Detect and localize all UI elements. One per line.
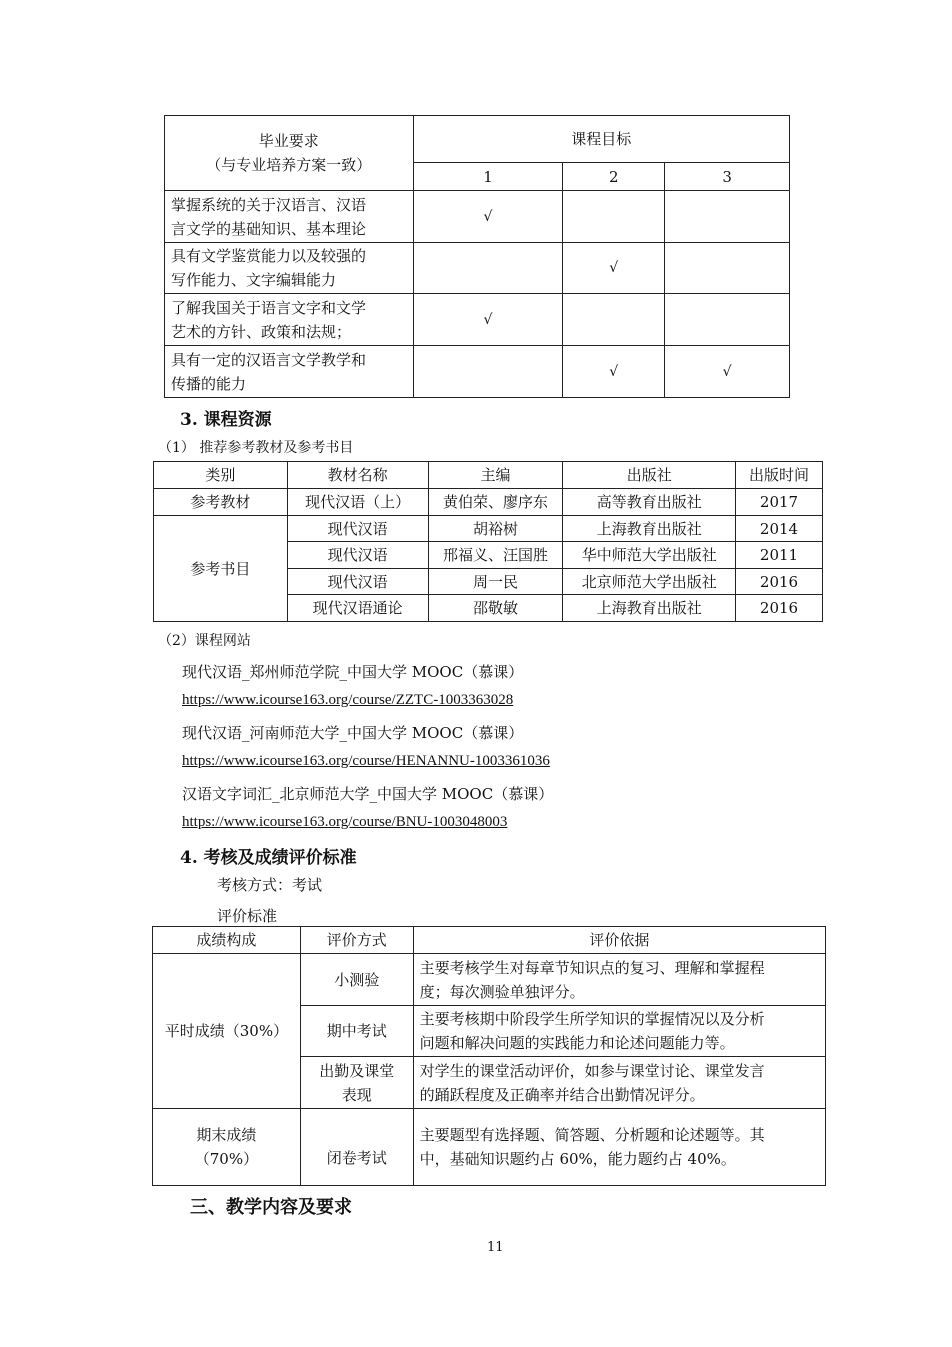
header-course-goal: 课程目标 bbox=[413, 116, 789, 163]
book-publisher: 上海教育出版社 bbox=[563, 516, 736, 542]
book-publisher: 高等教育出版社 bbox=[563, 489, 736, 516]
website-link[interactable]: https://www.icourse163.org/course/BNU-1003048003 bbox=[182, 814, 508, 830]
page-number: 11 bbox=[487, 1240, 504, 1255]
requirement-cell: 具有文学鉴赏能力以及较强的 写作能力、文字编辑能力 bbox=[165, 243, 414, 294]
book-year: 2016 bbox=[736, 569, 823, 595]
category-cell: 参考书目 bbox=[154, 516, 288, 622]
book-name: 现代汉语 bbox=[287, 516, 428, 542]
check-cell: √ bbox=[563, 243, 665, 294]
website-title: 现代汉语_河南师范大学_中国大学 MOOC（慕课） bbox=[182, 724, 524, 742]
criteria-label: 评价标准 bbox=[217, 907, 278, 925]
book-editor: 周一民 bbox=[428, 569, 563, 595]
assessment-method: 考核方式：考试 bbox=[217, 876, 323, 894]
regular-score-cell: 平时成绩（30%） bbox=[153, 954, 301, 1109]
goal-col-3: 3 bbox=[665, 163, 790, 191]
requirement-cell: 掌握系统的关于汉语言、汉语 言文学的基础知识、基本理论 bbox=[165, 191, 414, 243]
book-editor: 邢福义、汪国胜 bbox=[428, 542, 563, 569]
table-row bbox=[154, 516, 823, 542]
table-row bbox=[153, 954, 826, 1006]
check-cell bbox=[413, 243, 563, 294]
section-4-heading: 4. 考核及成绩评价标准 bbox=[180, 848, 357, 868]
check-cell: √ bbox=[413, 294, 563, 346]
table-row bbox=[165, 191, 790, 243]
check-cell: √ bbox=[413, 191, 563, 243]
book-name: 现代汉语（上） bbox=[287, 489, 428, 516]
textbook-table bbox=[153, 461, 823, 622]
table-row bbox=[165, 243, 790, 294]
table-row bbox=[154, 489, 823, 516]
table-row bbox=[153, 1109, 826, 1186]
col-header: 出版社 bbox=[563, 462, 736, 489]
check-cell: √ bbox=[563, 346, 665, 398]
table-row bbox=[165, 346, 790, 398]
basis-cell: 对学生的课堂活动评价，如参与课堂讨论、课堂发言 的踊跃程度及正确率并结合出勤情况评分。 bbox=[413, 1057, 825, 1109]
table-row bbox=[165, 294, 790, 346]
book-publisher: 北京师范大学出版社 bbox=[563, 569, 736, 595]
col-header: 评价依据 bbox=[413, 927, 825, 954]
check-cell bbox=[665, 243, 790, 294]
check-cell bbox=[413, 346, 563, 398]
next-section-heading: 三、教学内容及要求 bbox=[190, 1197, 352, 1218]
subsection-textbooks: （1） 推荐参考教材及参考书目 bbox=[158, 440, 354, 456]
section-3-heading: 3. 课程资源 bbox=[180, 410, 272, 430]
website-title: 现代汉语_郑州师范学院_中国大学 MOOC（慕课） bbox=[182, 663, 524, 681]
book-year: 2014 bbox=[736, 516, 823, 542]
book-year: 2017 bbox=[736, 489, 823, 516]
header-requirement: 毕业要求 （与专业培养方案一致） bbox=[165, 116, 414, 191]
website-link[interactable]: https://www.icourse163.org/course/HENANNU-1003361036 bbox=[182, 753, 550, 769]
method-cell: 出勤及课堂 表现 bbox=[300, 1057, 413, 1109]
book-name: 现代汉语 bbox=[287, 542, 428, 569]
check-cell: √ bbox=[665, 346, 790, 398]
col-header: 类别 bbox=[154, 462, 288, 489]
book-year: 2011 bbox=[736, 542, 823, 569]
subsection-websites: （2）课程网站 bbox=[158, 633, 251, 649]
col-header: 主编 bbox=[428, 462, 563, 489]
requirement-cell: 具有一定的汉语言文学教学和 传播的能力 bbox=[165, 346, 414, 398]
book-publisher: 华中师范大学出版社 bbox=[563, 542, 736, 569]
col-header: 评价方式 bbox=[300, 927, 413, 954]
goal-col-1: 1 bbox=[413, 163, 563, 191]
requirement-cell: 了解我国关于语言文字和文学 艺术的方针、政策和法规； bbox=[165, 294, 414, 346]
check-cell bbox=[665, 191, 790, 243]
method-cell: 小测验 bbox=[300, 954, 413, 1006]
check-cell bbox=[563, 294, 665, 346]
category-cell: 参考教材 bbox=[154, 489, 288, 516]
method-cell: 期中考试 bbox=[300, 1006, 413, 1057]
check-cell bbox=[665, 294, 790, 346]
grading-table bbox=[152, 926, 826, 1186]
basis-cell: 主要题型有选择题、简答题、分析题和论述题等。其 中，基础知识题约占 60%，能力题约占 40%。 bbox=[413, 1109, 825, 1186]
book-year: 2016 bbox=[736, 595, 823, 622]
book-name: 现代汉语通论 bbox=[287, 595, 428, 622]
col-header: 教材名称 bbox=[287, 462, 428, 489]
goal-col-2: 2 bbox=[563, 163, 665, 191]
method-cell: 闭卷考试 bbox=[300, 1109, 413, 1186]
final-score-cell: 期末成绩 （70%） bbox=[153, 1109, 301, 1186]
website-title: 汉语文字词汇_北京师范大学_中国大学 MOOC（慕课） bbox=[182, 785, 554, 803]
book-editor: 胡裕树 bbox=[428, 516, 563, 542]
book-editor: 邵敬敏 bbox=[428, 595, 563, 622]
col-header: 成绩构成 bbox=[153, 927, 301, 954]
website-link[interactable]: https://www.icourse163.org/course/ZZTC-1003363028 bbox=[182, 692, 514, 708]
check-cell bbox=[563, 191, 665, 243]
book-publisher: 上海教育出版社 bbox=[563, 595, 736, 622]
book-name: 现代汉语 bbox=[287, 569, 428, 595]
book-editor: 黄伯荣、廖序东 bbox=[428, 489, 563, 516]
col-header: 出版时间 bbox=[736, 462, 823, 489]
basis-cell: 主要考核期中阶段学生所学知识的掌握情况以及分析 问题和解决问题的实践能力和论述问题能力等。 bbox=[413, 1006, 825, 1057]
requirements-table bbox=[164, 115, 790, 398]
basis-cell: 主要考核学生对每章节知识点的复习、理解和掌握程 度；每次测验单独评分。 bbox=[413, 954, 825, 1006]
